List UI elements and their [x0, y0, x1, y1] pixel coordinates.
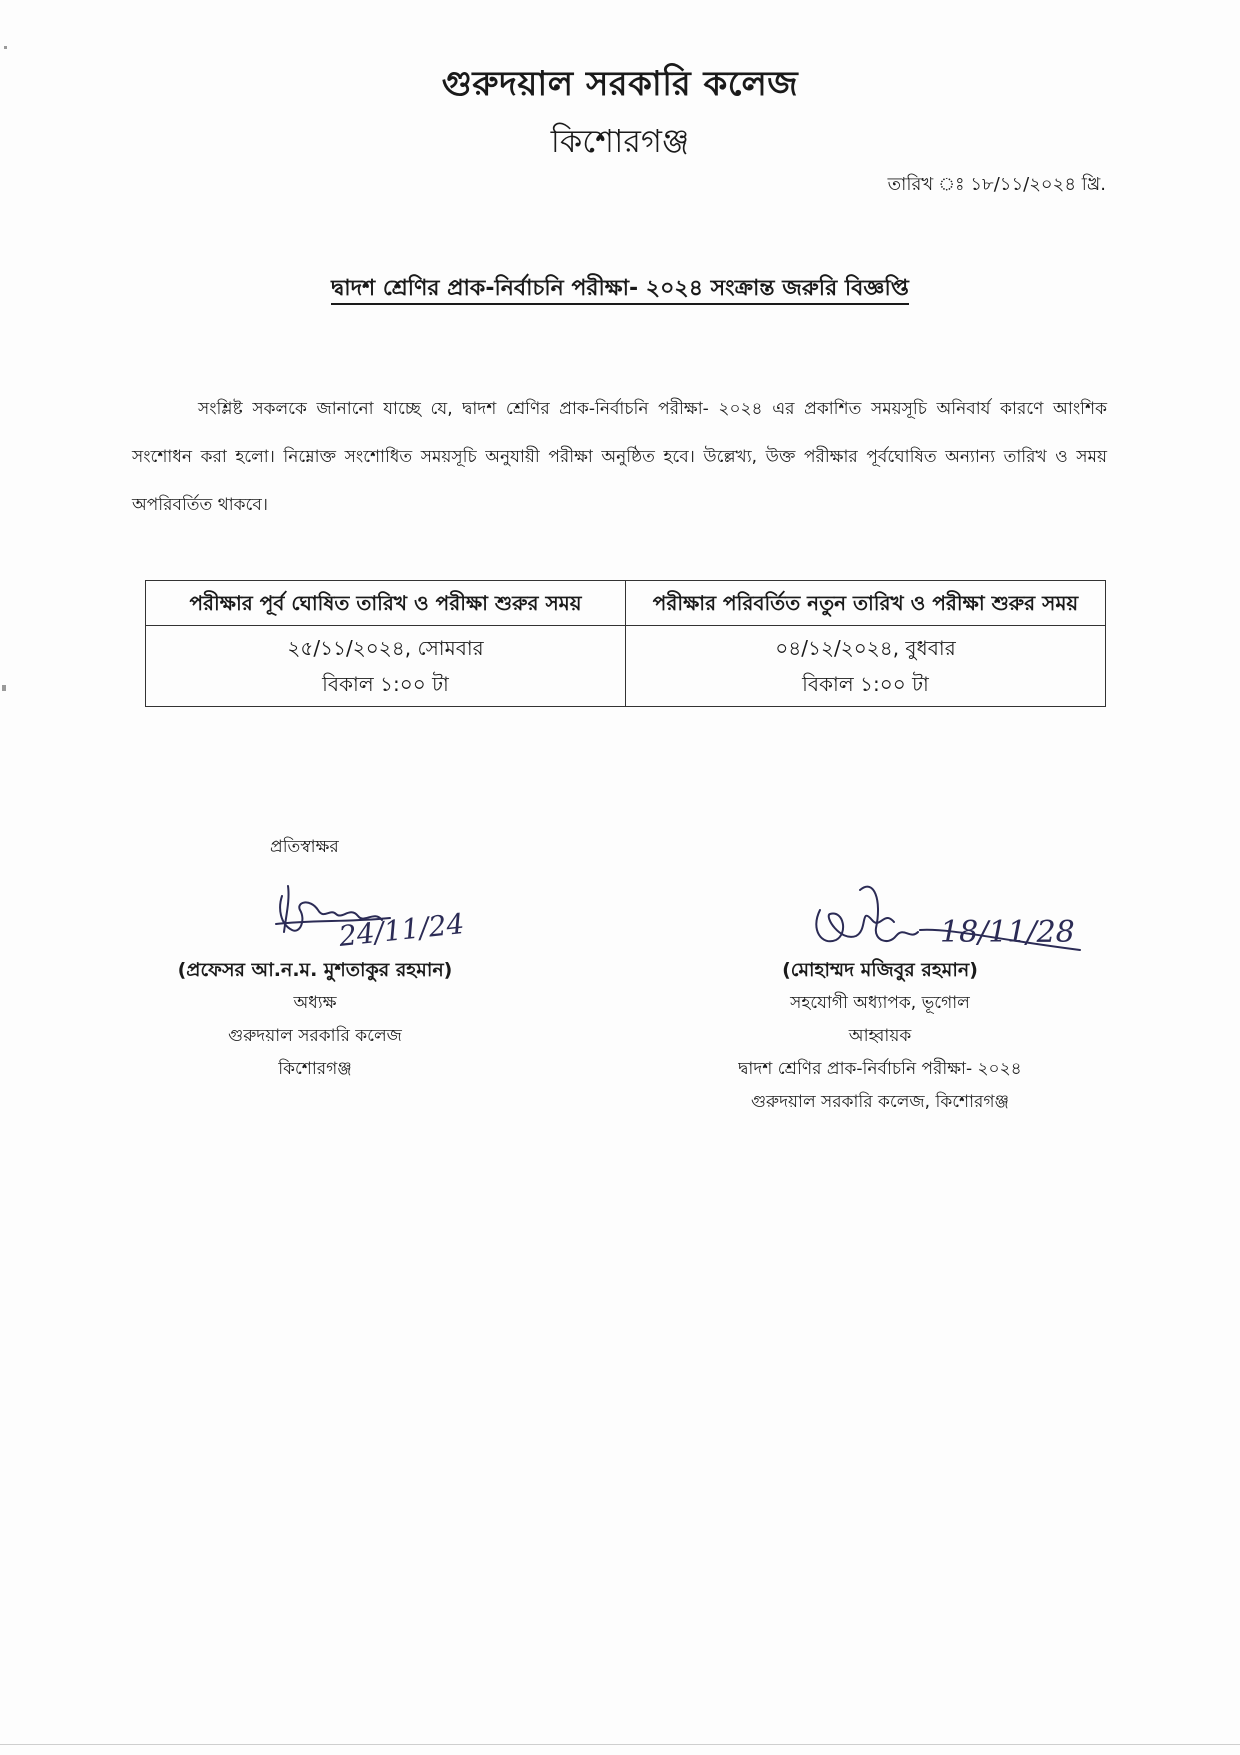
college-district: কিশোরগঞ্জ — [550, 122, 690, 160]
signature-principal-date: 24/11/24 — [337, 906, 466, 953]
header-old-schedule: পরীক্ষার পূর্ব ঘোষিত তারিখ ও পরীক্ষা শুরুর সময় — [146, 581, 626, 626]
scan-edge-mark-top — [4, 46, 7, 49]
cell-old-schedule — [146, 626, 626, 707]
convener-designation: সহযোগী অধ্যাপক, ভূগোল — [790, 993, 970, 1013]
old-time: বিকাল ১:০০ টা — [322, 672, 449, 696]
principal-designation: অধ্যক্ষ — [293, 993, 337, 1013]
cell-new-schedule — [626, 626, 1106, 707]
old-date: ২৫/১১/২০২৪, সোমবার — [287, 636, 484, 660]
principal-district: কিশোরগঞ্জ — [278, 1059, 352, 1079]
scan-edge-line-bottom — [0, 1744, 1240, 1745]
signature-principal — [270, 880, 480, 960]
convener-institution: গুরুদয়াল সরকারি কলেজ, কিশোরগঞ্জ — [750, 1092, 1010, 1112]
new-date: ০৪/১২/২০২৪, বুধবার — [775, 636, 956, 660]
table-header-row — [146, 581, 1106, 626]
principal-institution: গুরুদয়াল সরকারি কলেজ — [228, 1026, 402, 1046]
scan-edge-mark-left — [2, 685, 6, 691]
notice-title-text: দ্বাদশ শ্রেণির প্রাক-নির্বাচনি পরীক্ষা- ২০২৪ সংক্রান্ত জরুরি বিজ্ঞপ্তি — [331, 276, 909, 305]
signature-convener-date: 18/11/28 — [940, 915, 1075, 950]
table-row — [146, 626, 1106, 707]
countersign-label: প্রতিস্বাক্ষর — [270, 837, 339, 857]
notice-date: তারিখ ঃ ১৮/১১/২০২৪ খ্রি. — [887, 174, 1106, 195]
principal-name: (প্রফেসর আ.ন.ম. মুশতাকুর রহমান) — [177, 959, 453, 981]
header-new-schedule: পরীক্ষার পরিবর্তিত নতুন তারিখ ও পরীক্ষা শুরুর সময় — [626, 581, 1106, 626]
new-time: বিকাল ১:০০ টা — [802, 672, 929, 696]
convener-role: আহ্বায়ক — [848, 1026, 912, 1046]
schedule-table — [145, 580, 1106, 707]
college-name: গুরুদয়াল সরকারি কলেজ — [441, 64, 799, 104]
signatory-convener-block — [690, 953, 1070, 1119]
signatory-principal-block — [130, 953, 500, 1086]
notice-body-paragraph: সংশ্লিষ্ট সকলকে জানানো যাচ্ছে যে, দ্বাদশ শ্রেণির প্রাক-নির্বাচনি পরীক্ষা- ২০২৪ এর প্রকাশিত সময়সূচি অনিবার্য কারণে আংশিক সংশোধন করা হলো। নিম্নোক্ত সংশোধিত সময়সূচি অনুযায়ী পরীক্ষা অনুষ্ঠিত হবে। উল্লেখ্য, উক্ত পরীক্ষার পূর্বঘোষিত অন্যান্য তারিখ ও সময় অপরিবর্তিত থাকবে। — [132, 399, 1107, 515]
convener-committee: দ্বাদশ শ্রেণির প্রাক-নির্বাচনি পরীক্ষা- ২০২৪ — [738, 1059, 1022, 1079]
notice-title — [0, 271, 1240, 308]
notice-body — [132, 385, 1107, 529]
convener-name: (মোহাম্মদ মজিবুর রহমান) — [782, 959, 978, 981]
